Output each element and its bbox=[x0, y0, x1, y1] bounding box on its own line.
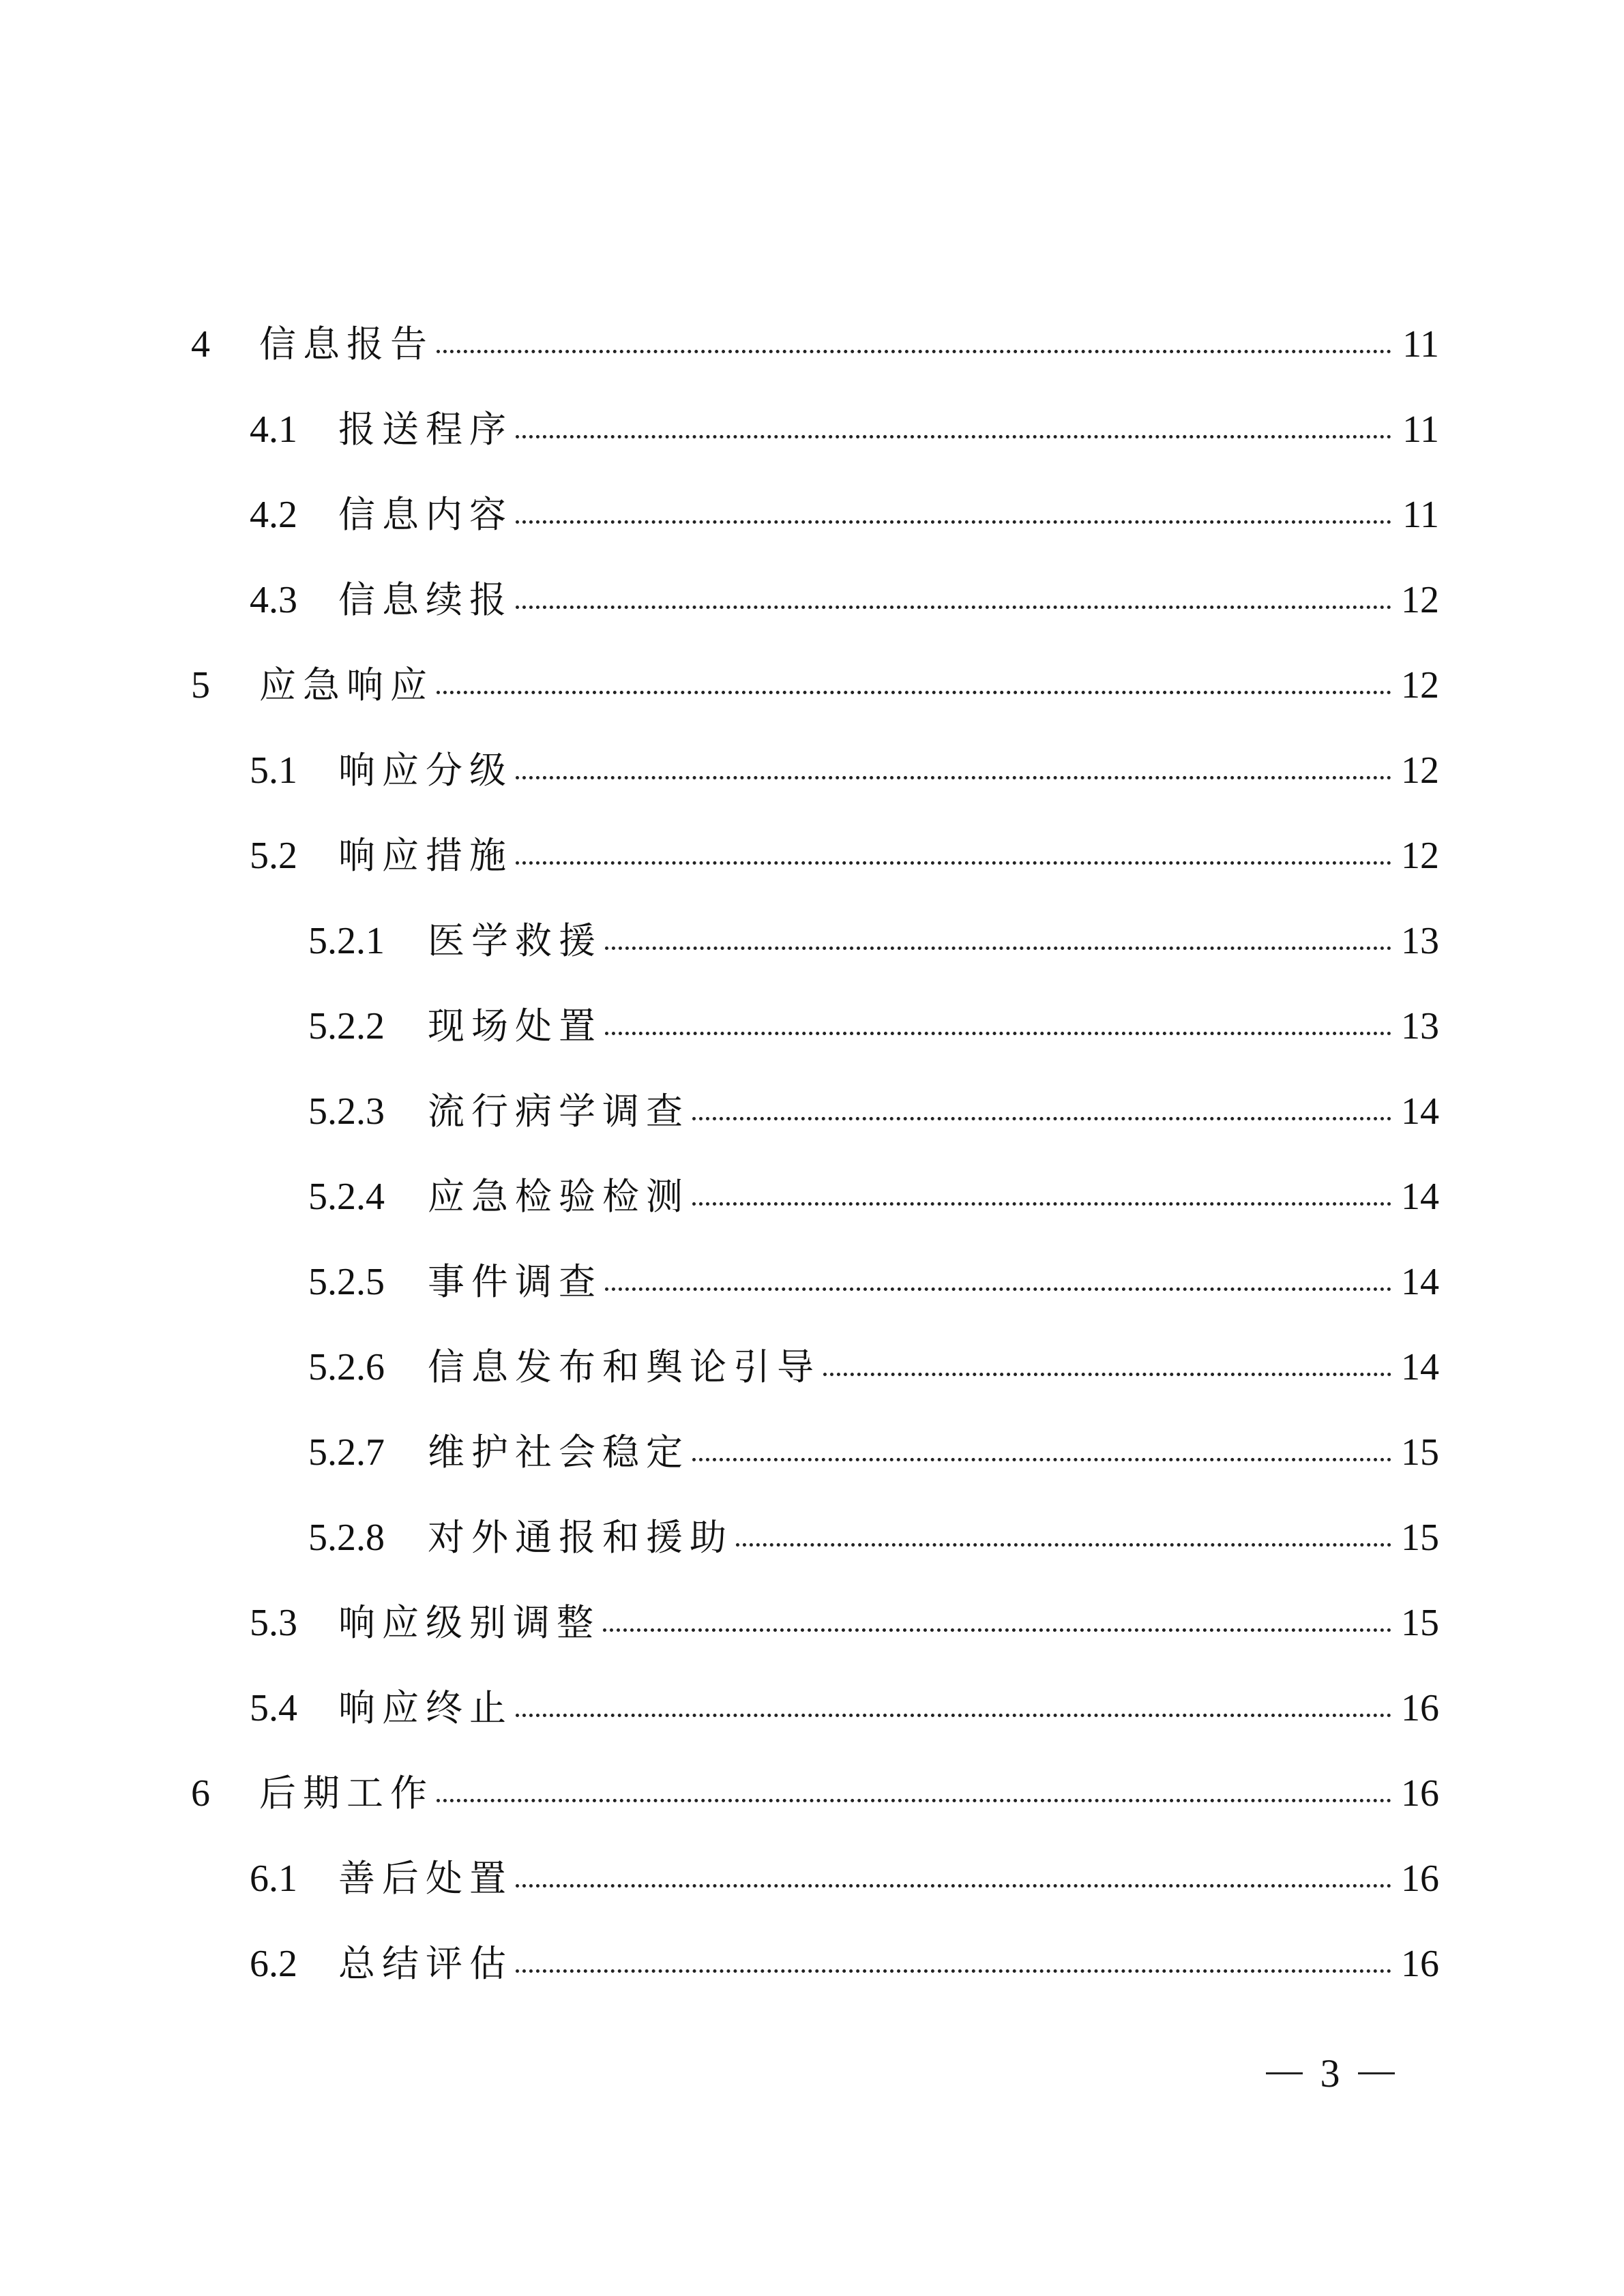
dot-leader bbox=[516, 1969, 1391, 1973]
toc-entry-number: 5.3 bbox=[250, 1601, 297, 1644]
toc-entry[interactable] bbox=[191, 728, 1439, 813]
toc-entry[interactable] bbox=[191, 1154, 1439, 1239]
toc-entry-title: 应急检验检测 bbox=[428, 1174, 690, 1218]
toc-entry[interactable] bbox=[191, 1750, 1439, 1836]
toc-entry-page: 15 bbox=[1401, 1431, 1439, 1474]
toc-entry-number: 5.2.5 bbox=[308, 1260, 385, 1303]
toc-entry-page: 16 bbox=[1401, 1942, 1439, 1985]
toc-entry-number: 5.2.1 bbox=[308, 919, 385, 962]
toc-entry-title: 响应分级 bbox=[338, 748, 513, 792]
dot-leader bbox=[516, 1714, 1391, 1717]
toc-entry-number: 6.2 bbox=[250, 1942, 297, 1985]
dot-leader bbox=[437, 1799, 1391, 1802]
dot-leader bbox=[516, 520, 1391, 524]
toc-entry-number: 6 bbox=[191, 1772, 210, 1815]
dot-leader bbox=[516, 861, 1391, 865]
toc-entry-number: 5.2.2 bbox=[308, 1004, 385, 1047]
footer-dash-right bbox=[1358, 2072, 1395, 2074]
toc-entry[interactable] bbox=[191, 1069, 1439, 1154]
dot-leader bbox=[605, 1032, 1391, 1035]
toc-entry[interactable] bbox=[191, 1921, 1439, 2006]
toc-entry[interactable] bbox=[191, 1239, 1439, 1324]
toc-entry-page: 16 bbox=[1401, 1772, 1439, 1815]
toc-entry-page: 11 bbox=[1402, 493, 1439, 536]
toc-entry-title: 现场处置 bbox=[428, 1004, 602, 1047]
toc-entry-title: 应急响应 bbox=[259, 663, 434, 706]
toc-entry-page: 14 bbox=[1401, 1175, 1439, 1218]
toc-entry-number: 4.3 bbox=[250, 578, 297, 621]
toc-entry-title: 信息发布和舆论引导 bbox=[428, 1345, 821, 1388]
table-of-contents bbox=[191, 301, 1439, 2006]
toc-entry-title: 对外通报和援助 bbox=[428, 1515, 733, 1559]
dot-leader bbox=[605, 946, 1391, 950]
toc-entry-title: 善后处置 bbox=[338, 1856, 513, 1900]
toc-entry-number: 6.1 bbox=[250, 1857, 297, 1900]
toc-entry-page: 11 bbox=[1402, 408, 1439, 451]
toc-entry[interactable] bbox=[191, 642, 1439, 728]
toc-entry-page: 14 bbox=[1401, 1345, 1439, 1388]
dot-leader bbox=[516, 606, 1391, 609]
toc-entry-title: 后期工作 bbox=[259, 1771, 434, 1815]
dot-leader bbox=[692, 1117, 1391, 1120]
toc-entry-title: 响应级别调整 bbox=[338, 1600, 600, 1644]
toc-entry-title: 维护社会稳定 bbox=[428, 1430, 690, 1474]
toc-entry-number: 5.2.4 bbox=[308, 1175, 385, 1218]
toc-entry-page: 15 bbox=[1401, 1601, 1439, 1644]
dot-leader bbox=[437, 350, 1391, 353]
toc-entry-title: 报送程序 bbox=[338, 407, 513, 451]
toc-entry[interactable] bbox=[191, 301, 1439, 387]
toc-entry-number: 5.2.7 bbox=[308, 1431, 385, 1474]
page-number: 3 bbox=[1320, 2051, 1340, 2096]
dot-leader bbox=[605, 1287, 1391, 1291]
toc-entry[interactable] bbox=[191, 983, 1439, 1069]
dot-leader bbox=[692, 1202, 1391, 1206]
toc-entry-title: 医学救援 bbox=[428, 919, 602, 962]
toc-entry-title: 信息续报 bbox=[338, 578, 513, 621]
toc-entry[interactable] bbox=[191, 387, 1439, 472]
toc-entry-number: 5.2.3 bbox=[308, 1090, 385, 1133]
toc-entry-page: 12 bbox=[1401, 578, 1439, 621]
toc-entry-page: 11 bbox=[1402, 323, 1439, 366]
toc-entry[interactable] bbox=[191, 1580, 1439, 1665]
toc-entry-page: 12 bbox=[1401, 664, 1439, 706]
toc-entry-number: 5 bbox=[191, 664, 210, 706]
dot-leader bbox=[692, 1458, 1391, 1461]
toc-entry-page: 12 bbox=[1401, 749, 1439, 792]
toc-entry-page: 16 bbox=[1401, 1686, 1439, 1729]
toc-entry-page: 14 bbox=[1401, 1090, 1439, 1133]
toc-entry-page: 16 bbox=[1401, 1857, 1439, 1900]
toc-entry[interactable] bbox=[191, 1410, 1439, 1495]
toc-entry[interactable] bbox=[191, 472, 1439, 557]
toc-entry-title: 响应终止 bbox=[338, 1686, 513, 1729]
toc-entry[interactable] bbox=[191, 1324, 1439, 1410]
toc-entry-page: 14 bbox=[1401, 1260, 1439, 1303]
dot-leader bbox=[437, 691, 1391, 694]
toc-entry[interactable] bbox=[191, 1665, 1439, 1750]
toc-entry[interactable] bbox=[191, 898, 1439, 983]
footer-dash-left bbox=[1266, 2072, 1303, 2074]
dot-leader bbox=[603, 1628, 1391, 1632]
toc-entry-page: 13 bbox=[1401, 1004, 1439, 1047]
toc-entry-page: 13 bbox=[1401, 919, 1439, 962]
dot-leader bbox=[823, 1373, 1391, 1376]
toc-entry-number: 4.1 bbox=[250, 408, 297, 451]
toc-entry[interactable] bbox=[191, 813, 1439, 898]
toc-entry-number: 5.2 bbox=[250, 834, 297, 877]
toc-entry-number: 4.2 bbox=[250, 493, 297, 536]
toc-entry-number: 5.4 bbox=[250, 1686, 297, 1729]
toc-entry[interactable] bbox=[191, 557, 1439, 642]
toc-entry-number: 5.2.6 bbox=[308, 1345, 385, 1388]
toc-entry-number: 5.1 bbox=[250, 749, 297, 792]
dot-leader bbox=[516, 435, 1391, 438]
toc-entry-title: 信息报告 bbox=[259, 322, 434, 366]
toc-entry-title: 总结评估 bbox=[338, 1941, 513, 1985]
dot-leader bbox=[736, 1543, 1391, 1547]
toc-entry-title: 流行病学调查 bbox=[428, 1089, 690, 1133]
toc-entry[interactable] bbox=[191, 1495, 1439, 1580]
toc-entry-title: 信息内容 bbox=[338, 492, 513, 536]
dot-leader bbox=[516, 1884, 1391, 1888]
page-footer bbox=[1228, 2046, 1432, 2100]
toc-entry-page: 15 bbox=[1401, 1516, 1439, 1559]
dot-leader bbox=[516, 776, 1391, 779]
toc-entry-number: 5.2.8 bbox=[308, 1516, 385, 1559]
toc-entry-page: 12 bbox=[1401, 834, 1439, 877]
toc-entry-title: 事件调查 bbox=[428, 1259, 602, 1303]
toc-entry[interactable] bbox=[191, 1836, 1439, 1921]
toc-entry-title: 响应措施 bbox=[338, 833, 513, 877]
toc-entry-number: 4 bbox=[191, 323, 210, 366]
